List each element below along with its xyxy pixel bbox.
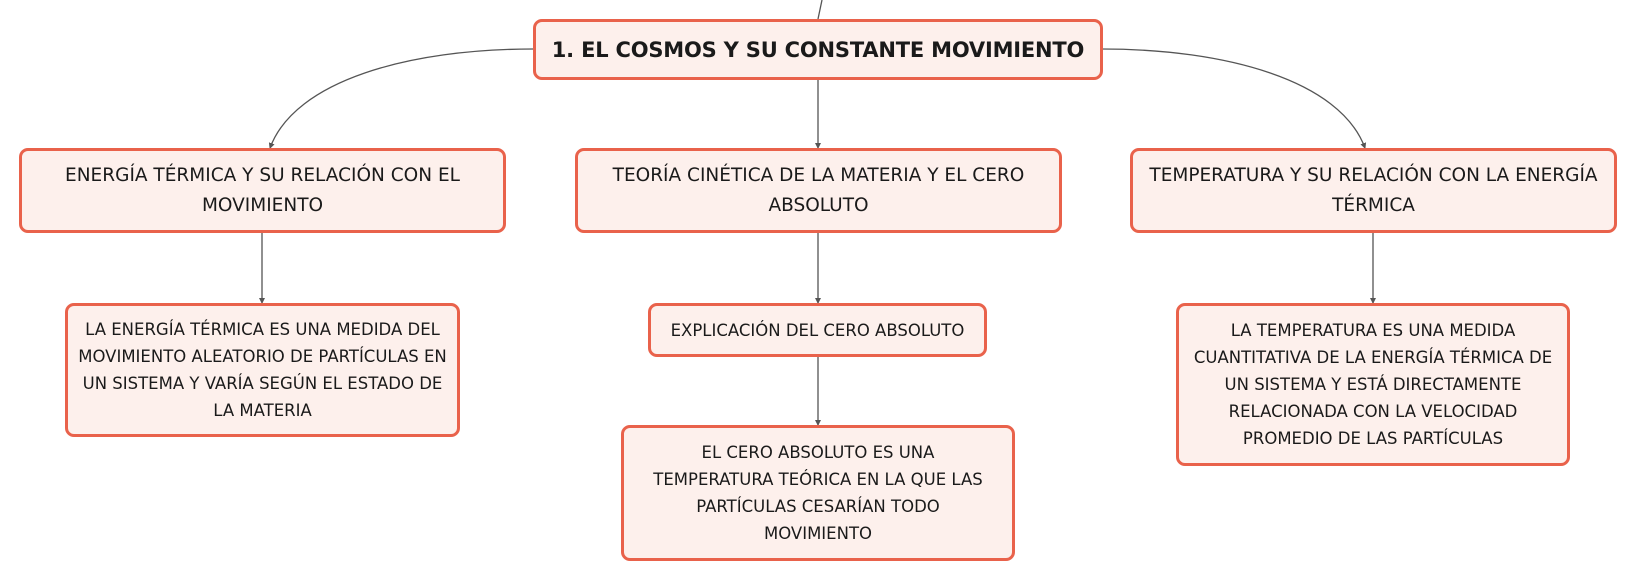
absolute-zero-definition-node[interactable] <box>621 425 1015 561</box>
thermal-energy-definition-node[interactable] <box>65 303 460 437</box>
absolute-zero-explanation-label: EXPLICACIÓN DEL CERO ABSOLUTO <box>670 320 965 340</box>
absolute-zero-explanation-node[interactable] <box>648 303 987 357</box>
branch-thermal-energy-label: ENERGÍA TÉRMICA Y SU RELACIÓN CON EL MOVIMIENTO <box>65 164 460 216</box>
temperature-definition-label: LA TEMPERATURA ES UNA MEDIDA CUANTITATIVA DE LA ENERGÍA TÉRMICA DE UN SISTEMA Y ESTÁ DIRECTAMENTE RELACIONADA CON LA VELOCIDAD PROMEDIO DE LAS PARTÍCULAS <box>1193 321 1553 448</box>
connector-root-to-branch-1 <box>270 49 533 148</box>
root-topic-node[interactable] <box>533 19 1103 80</box>
connector-incoming-root <box>818 0 822 19</box>
branch-kinetic-theory-label: TEORÍA CINÉTICA DE LA MATERIA Y EL CERO ABSOLUTO <box>612 164 1025 216</box>
branch-temperature-label: TEMPERATURA Y SU RELACIÓN CON LA ENERGÍA TÉRMICA <box>1149 164 1598 216</box>
absolute-zero-definition-label: EL CERO ABSOLUTO ES UNA TEMPERATURA TEÓRICA EN LA QUE LAS PARTÍCULAS CESARÍAN TODO MOVIMIENTO <box>653 443 983 543</box>
branch-kinetic-theory-node[interactable] <box>575 148 1062 233</box>
branch-temperature-node[interactable] <box>1130 148 1617 233</box>
temperature-definition-node[interactable] <box>1176 303 1570 466</box>
connector-root-to-branch-3 <box>1102 49 1365 148</box>
thermal-energy-definition-label: LA ENERGÍA TÉRMICA ES UNA MEDIDA DEL MOVIMIENTO ALEATORIO DE PARTÍCULAS EN UN SISTEMA Y VARÍA SEGÚN EL ESTADO DE LA MATERIA <box>78 320 447 420</box>
branch-thermal-energy-node[interactable] <box>19 148 506 233</box>
root-topic-label: 1. EL COSMOS Y SU CONSTANTE MOVIMIENTO <box>551 37 1085 62</box>
